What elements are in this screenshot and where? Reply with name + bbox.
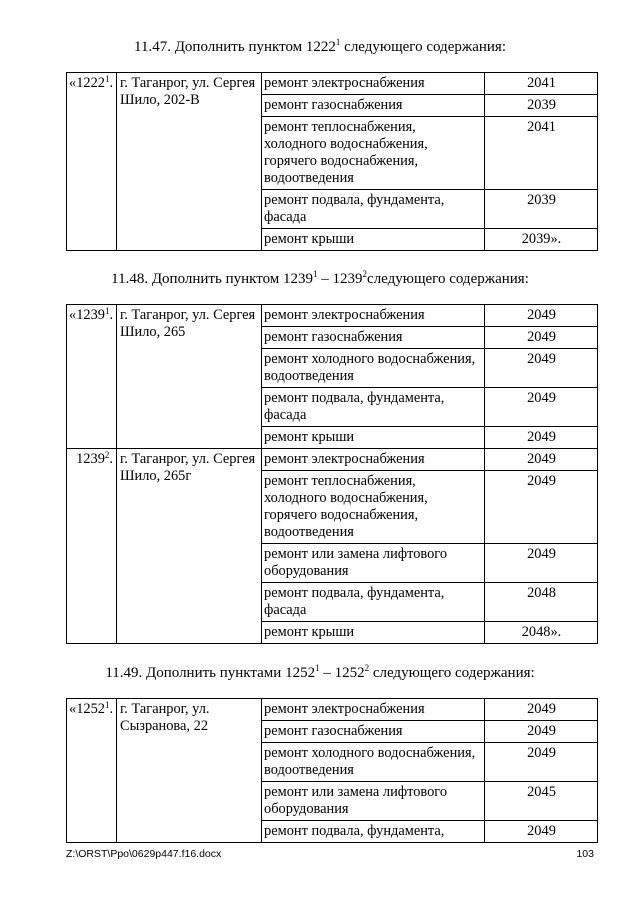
work-cell: ремонт или замена лифтового оборудования [262, 544, 485, 583]
heading-11-47: 11.47. Дополнить пунктом 1222$^1$ следующего содержания: [134, 37, 506, 55]
year-cell: 2041 [485, 73, 598, 95]
table-row [67, 449, 598, 471]
work-cell: ремонт электроснабжения [262, 449, 485, 471]
year-cell: 2041 [485, 117, 598, 190]
year-cell: 2049 [485, 471, 598, 544]
address-cell: г. Таганрог, ул. Сызранова, 22 [117, 699, 262, 843]
table-row [67, 305, 598, 327]
work-cell: ремонт крыши [262, 622, 485, 644]
work-cell: ремонт электроснабжения [262, 305, 485, 327]
year-cell: 2049 [485, 699, 598, 721]
year-cell: 2049 [485, 305, 598, 327]
year-cell: 2039 [485, 190, 598, 229]
table-row [67, 73, 598, 95]
year-cell: 2049 [485, 743, 598, 782]
work-cell: ремонт теплоснабжения, холодного водоснабжения, горячего водоснабжения, водоотведения [262, 471, 485, 544]
work-cell: ремонт теплоснабжения, холодного водоснабжения, горячего водоснабжения, водоотведения [262, 117, 485, 190]
work-cell: ремонт электроснабжения [262, 73, 485, 95]
work-cell: ремонт подвала, фундамента, фасада [262, 190, 485, 229]
year-cell: 2039 [485, 95, 598, 117]
work-cell: ремонт крыши [262, 427, 485, 449]
work-cell: ремонт газоснабжения [262, 327, 485, 349]
year-cell: 2039». [485, 229, 598, 251]
year-cell: 2048». [485, 622, 598, 644]
year-cell: 2049 [485, 449, 598, 471]
work-cell: ремонт холодного водоснабжения, водоотведения [262, 349, 485, 388]
year-cell: 2049 [485, 821, 598, 843]
work-cell: ремонт подвала, фундамента, [262, 821, 485, 843]
year-cell: 2049 [485, 721, 598, 743]
address-cell: г. Таганрог, ул. Сергея Шило, 265г [117, 449, 262, 644]
table-row [67, 699, 598, 721]
year-cell: 2049 [485, 427, 598, 449]
work-cell: ремонт подвала, фундамента, фасада [262, 388, 485, 427]
work-cell: ремонт или замена лифтового оборудования [262, 782, 485, 821]
year-cell: 2049 [485, 349, 598, 388]
table-11-49 [66, 698, 598, 843]
work-cell: ремонт подвала, фундамента, фасада [262, 583, 485, 622]
year-cell: 2049 [485, 544, 598, 583]
table-11-47 [66, 72, 598, 251]
work-cell: ремонт газоснабжения [262, 721, 485, 743]
year-cell: 2045 [485, 782, 598, 821]
item-number: «1222$^1$. [67, 73, 117, 251]
address-cell: г. Таганрог, ул. Сергея Шило, 202-В [117, 73, 262, 251]
item-number: 1239$^2$. [67, 449, 117, 644]
work-cell: ремонт холодного водоснабжения, водоотведения [262, 743, 485, 782]
heading-11-48: 11.48. Дополнить пунктом 1239$^1$ – 1239$^2$следующего содержания: [111, 269, 529, 287]
work-cell: ремонт газоснабжения [262, 95, 485, 117]
footer-page-number: 103 [576, 848, 594, 860]
footer-file-path: Z:\ORST\Ppo\0629p447.f16.docx [66, 848, 222, 860]
item-number: «1252$^1$. [67, 699, 117, 843]
item-number: «1239$^1$. [67, 305, 117, 449]
heading-11-49: 11.49. Дополнить пунктами 1252$^1$ – 1252$^2$ следующего содержания: [105, 663, 535, 681]
year-cell: 2048 [485, 583, 598, 622]
year-cell: 2049 [485, 388, 598, 427]
year-cell: 2049 [485, 327, 598, 349]
address-cell: г. Таганрог, ул. Сергея Шило, 265 [117, 305, 262, 449]
table-11-48 [66, 304, 598, 644]
work-cell: ремонт электроснабжения [262, 699, 485, 721]
work-cell: ремонт крыши [262, 229, 485, 251]
